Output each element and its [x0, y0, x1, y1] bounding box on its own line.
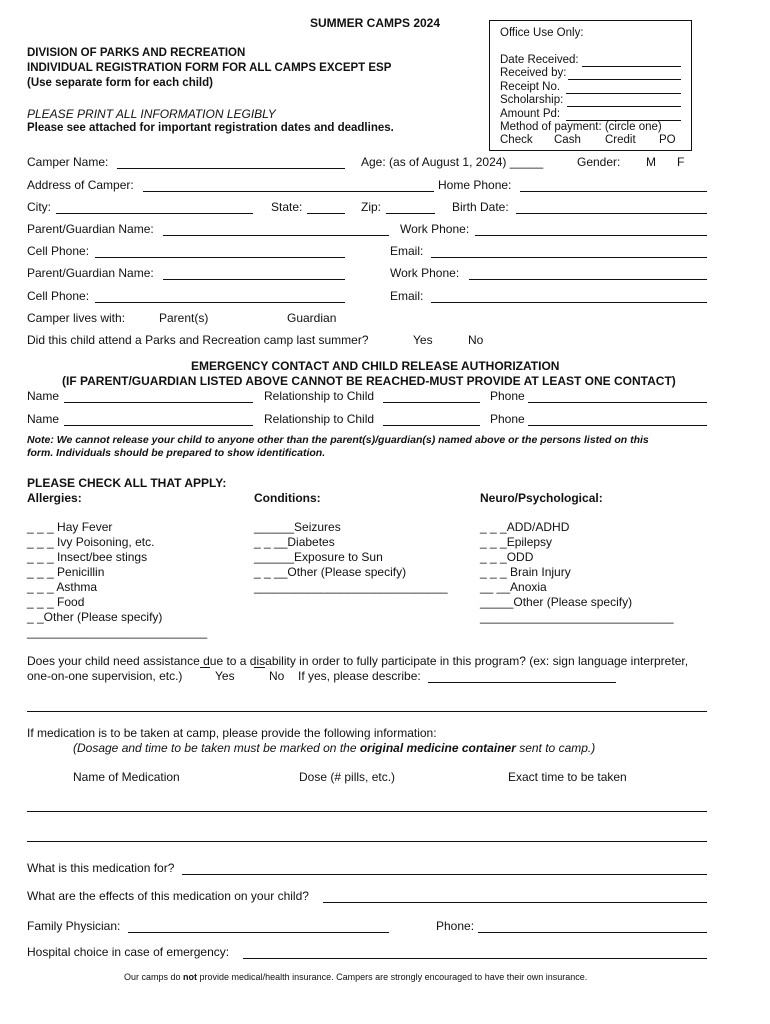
guardian2-cell-label: Cell Phone:	[27, 289, 90, 303]
birth-date-field[interactable]	[516, 213, 707, 214]
lives-with-guardian-option[interactable]: Guardian	[287, 311, 337, 325]
physician-field[interactable]	[128, 932, 389, 933]
attended-question: Did this child attend a Parks and Recreation camp last summer?	[27, 333, 369, 347]
medication-purpose-field[interactable]	[182, 874, 707, 875]
allergy-item[interactable]: _ _ _ Asthma	[27, 580, 98, 594]
registration-dates-note: Please see attached for important registration dates and deadlines.	[27, 122, 394, 134]
zip-label: Zip:	[361, 200, 382, 214]
attended-yes-option[interactable]: Yes	[413, 333, 433, 347]
separate-form-note: (Use separate form for each child)	[27, 77, 213, 89]
emergency1-name-field[interactable]	[64, 402, 253, 403]
allergy-item[interactable]: _ _Other (Please specify)	[27, 610, 163, 624]
received-by-label: Received by:	[500, 67, 567, 79]
disability-describe-label: If yes, please describe:	[298, 669, 421, 683]
guardian1-email-label: Email:	[390, 244, 424, 258]
city-label: City:	[27, 200, 51, 214]
medication-intro: If medication is to be taken at camp, please provide the following information:	[27, 726, 437, 740]
condition-item[interactable]: ______Seizures	[254, 520, 341, 534]
method-po[interactable]: PO	[659, 134, 676, 146]
disability-question: Does your child need assistance due to a disability in order to fully participate in this program? (ex: sign language interpreter,	[27, 654, 689, 668]
hospital-label: Hospital choice in case of emergency:	[27, 945, 230, 959]
check-all-heading: PLEASE CHECK ALL THAT APPLY:	[27, 476, 227, 490]
emergency2-name-field[interactable]	[64, 425, 253, 426]
medication-name-header: Name of Medication	[73, 770, 180, 784]
condition-item[interactable]: _ _ __Other (Please specify)	[254, 565, 407, 579]
payment-method-label: Method of payment: (circle one)	[500, 121, 662, 133]
release-note-line1: Note: We cannot release your child to anyone other than the parent(s)/guardian(s) named above or the persons listed on this	[27, 434, 649, 446]
disability-no-option[interactable]: No	[269, 669, 285, 683]
medication-entry-line[interactable]	[27, 811, 707, 812]
condition-specify-line[interactable]: _____________________________	[254, 580, 448, 594]
neuro-item[interactable]: _____Other (Please specify)	[480, 595, 633, 609]
medication-dose-header: Dose (# pills, etc.)	[299, 770, 396, 784]
method-cash[interactable]: Cash	[554, 134, 581, 146]
address-field[interactable]	[143, 191, 434, 192]
form-subtitle: INDIVIDUAL REGISTRATION FORM FOR ALL CAMPS EXCEPT ESP	[27, 62, 392, 74]
guardian1-work-phone-label: Work Phone:	[400, 222, 470, 236]
address-label: Address of Camper:	[27, 178, 134, 192]
medication-effects-field[interactable]	[323, 902, 707, 903]
lives-with-label: Camper lives with:	[27, 311, 126, 325]
home-phone-field[interactable]	[520, 191, 707, 192]
neuro-specify-line[interactable]: _____________________________	[480, 610, 674, 624]
emergency1-relationship-label: Relationship to Child	[264, 389, 375, 403]
release-note-line2: form. Individuals should be prepared to show identification.	[27, 447, 326, 459]
zip-field[interactable]	[386, 213, 435, 214]
allergy-item[interactable]: _ _ _ Insect/bee stings	[27, 550, 148, 564]
emergency1-phone-field[interactable]	[528, 402, 707, 403]
guardian2-work-phone-field[interactable]	[469, 279, 707, 280]
insurance-footer: Our camps do not provide medical/health insurance. Campers are strongly encouraged to have their own insurance.	[124, 972, 588, 982]
disability-describe-field[interactable]	[428, 682, 616, 683]
method-check[interactable]: Check	[500, 134, 533, 146]
emergency2-phone-label: Phone	[490, 412, 525, 426]
camper-name-label: Camper Name:	[27, 155, 109, 169]
guardian2-cell-field[interactable]	[95, 302, 345, 303]
received-by-line[interactable]	[568, 79, 681, 80]
office-use-title: Office Use Only:	[500, 27, 584, 39]
allergy-item[interactable]: _ _ _ Food	[27, 595, 85, 609]
hospital-field[interactable]	[243, 958, 707, 959]
guardian2-name-field[interactable]	[163, 279, 345, 280]
emergency2-relationship-label: Relationship to Child	[264, 412, 375, 426]
birth-date-label: Birth Date:	[452, 200, 509, 214]
home-phone-label: Home Phone:	[438, 178, 512, 192]
gender-label: Gender:	[577, 155, 621, 169]
allergies-title: Allergies:	[27, 491, 82, 505]
camper-name-field[interactable]	[117, 168, 345, 169]
gender-f-option[interactable]: F	[677, 155, 685, 169]
neuro-item[interactable]: _ _ _ADD/ADHD	[480, 520, 570, 534]
emergency1-name-label: Name	[27, 389, 60, 403]
disability-question-cont: one-on-one supervision, etc.)	[27, 669, 183, 683]
emergency1-relationship-field[interactable]	[383, 402, 480, 403]
medication-note: (Dosage and time to be taken must be marked on the original medicine container sent to camp.)	[73, 741, 596, 755]
form-title: SUMMER CAMPS 2024	[310, 16, 441, 30]
physician-phone-label: Phone:	[436, 919, 475, 933]
guardian1-email-field[interactable]	[431, 257, 707, 258]
disability-yes-box[interactable]	[200, 667, 210, 668]
state-label: State:	[271, 200, 303, 214]
lives-with-parents-option[interactable]: Parent(s)	[159, 311, 209, 325]
guardian2-email-label: Email:	[390, 289, 424, 303]
method-credit[interactable]: Credit	[605, 134, 636, 146]
scholarship-label: Scholarship:	[500, 94, 564, 106]
neuro-title: Neuro/Psychological:	[480, 491, 603, 505]
emergency1-phone-label: Phone	[490, 389, 525, 403]
gender-m-option[interactable]: M	[646, 155, 656, 169]
scholarship-line[interactable]	[567, 106, 681, 107]
allergy-item[interactable]: _ _ _ Ivy Poisoning, etc.	[27, 535, 155, 549]
receipt-no-label: Receipt No.	[500, 81, 561, 93]
disability-describe-line2[interactable]	[27, 711, 707, 712]
state-field[interactable]	[307, 213, 345, 214]
emergency2-phone-field[interactable]	[528, 425, 707, 426]
date-received-line[interactable]	[582, 66, 681, 67]
neuro-item[interactable]: __ __Anoxia	[480, 580, 547, 594]
receipt-no-line[interactable]	[566, 93, 681, 94]
city-field[interactable]	[56, 213, 253, 214]
allergy-item[interactable]: _ _ _ Hay Fever	[27, 520, 113, 534]
medication-purpose-label: What is this medication for?	[27, 861, 175, 875]
guardian2-email-field[interactable]	[431, 302, 707, 303]
division-heading: DIVISION OF PARKS AND RECREATION	[27, 47, 246, 59]
allergy-item[interactable]: _ _ _ Penicillin	[27, 565, 105, 579]
guardian2-work-phone-label: Work Phone:	[390, 266, 460, 280]
guardian1-work-phone-field[interactable]	[475, 235, 707, 236]
attended-no-option[interactable]: No	[468, 333, 484, 347]
print-legibly-note: PLEASE PRINT ALL INFORMATION LEGIBLY	[27, 107, 276, 121]
guardian1-name-label: Parent/Guardian Name:	[27, 222, 154, 236]
amount-pd-label: Amount Pd:	[500, 108, 561, 120]
emergency2-name-label: Name	[27, 412, 60, 426]
guardian1-cell-field[interactable]	[95, 257, 345, 258]
condition-item[interactable]: ______Exposure to Sun	[254, 550, 383, 564]
neuro-item[interactable]: _ _ _ Brain Injury	[480, 565, 571, 579]
guardian1-name-field[interactable]	[163, 235, 389, 236]
guardian1-cell-label: Cell Phone:	[27, 244, 90, 258]
physician-label: Family Physician:	[27, 919, 121, 933]
neuro-item[interactable]: _ _ _ODD	[480, 550, 534, 564]
condition-item[interactable]: _ _ __Diabetes	[254, 535, 335, 549]
disability-no-box[interactable]	[254, 667, 265, 668]
medication-entry-line[interactable]	[27, 841, 707, 842]
emergency-heading: EMERGENCY CONTACT AND CHILD RELEASE AUTHORIZATION	[191, 359, 560, 373]
date-received-label: Date Received:	[500, 54, 579, 66]
guardian2-name-label: Parent/Guardian Name:	[27, 266, 154, 280]
medication-time-header: Exact time to be taken	[508, 770, 627, 784]
allergy-specify-line[interactable]: ___________________________	[27, 625, 208, 639]
age-label: Age: (as of August 1, 2024) _____	[361, 155, 544, 169]
medication-effects-label: What are the effects of this medication on your child?	[27, 889, 309, 903]
emergency2-relationship-field[interactable]	[383, 425, 480, 426]
physician-phone-field[interactable]	[478, 932, 707, 933]
conditions-title: Conditions:	[254, 491, 321, 505]
emergency-subheading: (IF PARENT/GUARDIAN LISTED ABOVE CANNOT BE REACHED-MUST PROVIDE AT LEAST ONE CONTACT)	[62, 374, 676, 388]
neuro-item[interactable]: _ _ _Epilepsy	[480, 535, 553, 549]
disability-yes-option[interactable]: Yes	[215, 669, 235, 683]
